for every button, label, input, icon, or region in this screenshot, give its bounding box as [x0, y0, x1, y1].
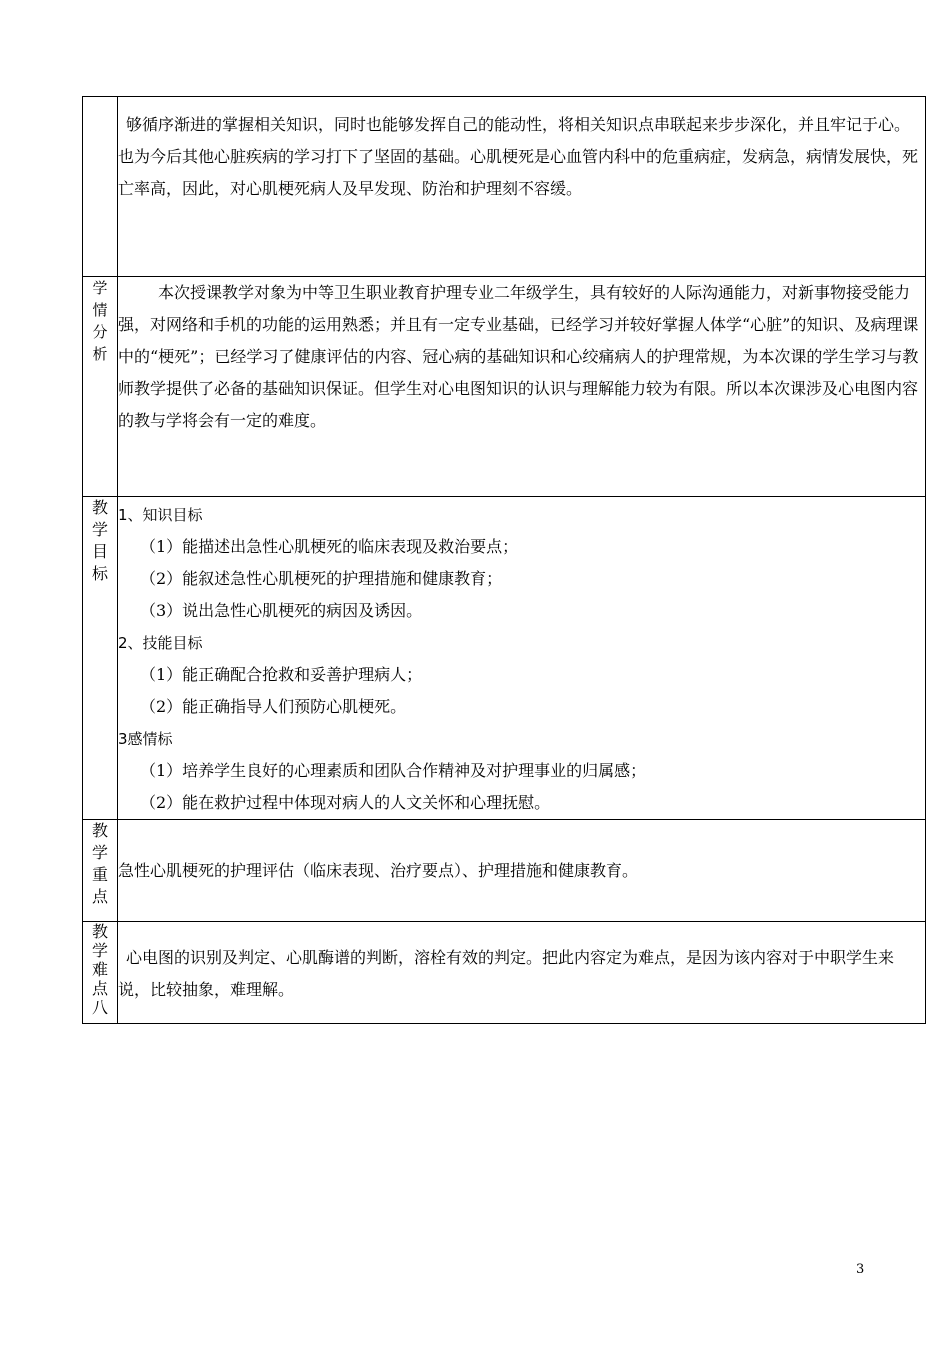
- knowledge-goal-3: （3）说出急性心肌梗死的病因及诱因。: [140, 601, 423, 620]
- student-analysis-label: 学 情 分 析: [83, 277, 118, 497]
- key-points-cell: [118, 820, 926, 922]
- lesson-plan-table: [82, 96, 926, 1024]
- knowledge-goal-2: （2）能叙述急性心肌梗死的护理措施和健康教育；: [140, 569, 503, 588]
- difficult-points-row: [83, 922, 926, 1024]
- student-analysis-row: [83, 277, 926, 497]
- continuation-cell: [118, 97, 926, 277]
- key-points-text: 急性心肌梗死的护理评估（临床表现、治疗要点）、护理措施和健康教育。: [118, 860, 639, 880]
- skill-goal-1: （1）能正确配合抢救和妥善护理病人；: [140, 665, 423, 684]
- skill-goal-2: （2）能正确指导人们预防心肌梗死。: [140, 697, 407, 716]
- empty-label-cell: [83, 97, 118, 277]
- teaching-goals-row: [83, 497, 926, 820]
- difficult-points-text: 心电图的识别及判定、心肌酶谱的判断，溶栓有效的判定。把此内容定为难点，是因为该内容对于中职学生来说，比较抽象，难理解。: [118, 948, 895, 999]
- difficult-points-label: 教 学 难 点 八: [83, 922, 118, 1024]
- knowledge-goals-heading: 1、知识目标: [118, 506, 203, 524]
- student-analysis-cell: [118, 277, 926, 497]
- page-number: 3: [856, 1262, 865, 1277]
- emotion-goal-2: （2）能在救护过程中体现对病人的人文关怀和心理抚慰。: [140, 793, 551, 812]
- continuation-row: [83, 97, 926, 277]
- skill-goals-heading: 2、技能目标: [118, 634, 203, 652]
- key-points-label: 教 学 重 点: [83, 820, 118, 922]
- key-points-row: [83, 820, 926, 922]
- difficult-points-cell: [118, 922, 926, 1024]
- emotion-goals-heading: 3感情标: [118, 730, 173, 748]
- student-analysis-text: 本次授课教学对象为中等卫生职业教育护理专业二年级学生，具有较好的人际沟通能力，对新事物接受能力强，对网络和手机的功能的运用熟悉；并且有一定专业基础，已经学习并较好掌握人体学“心脏”的知识、及病理课中的“梗死”；已经学习了健康评估的内容、冠心病的基础知识和心绞痛病人的护理常规，为本次课的学生学习与教师教学提供了必备的基础知识保证。但学生对心电图知识的认识与理解能力较为有限。所以本次课涉及心电图内容的教与学将会有一定的难度。: [118, 283, 919, 430]
- teaching-goals-cell: [118, 497, 926, 820]
- knowledge-goal-1: （1）能描述出急性心肌梗死的临床表现及救治要点；: [140, 537, 519, 556]
- continuation-text: 够循序渐进的掌握相关知识，同时也能够发挥自己的能动性，将相关知识点串联起来步步深化，并且牢记于心。也为今后其他心脏疾病的学习打下了坚固的基础。心肌梗死是心血管内科中的危重病症，发病急，病情发展快，死亡率高，因此，对心肌梗死病人及早发现、防治和护理刻不容缓。: [118, 115, 919, 198]
- teaching-goals-label: 教 学 目 标: [83, 497, 118, 820]
- emotion-goal-1: （1）培养学生良好的心理素质和团队合作精神及对护理事业的归属感；: [140, 761, 647, 780]
